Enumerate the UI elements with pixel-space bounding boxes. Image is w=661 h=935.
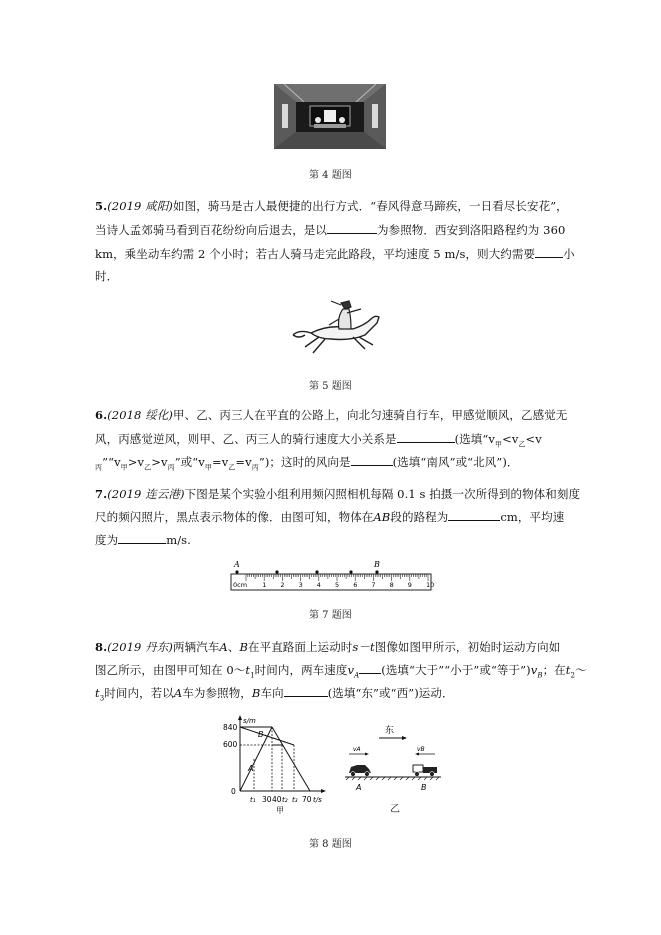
ruler-dot bbox=[375, 570, 378, 573]
q4-caption: 第 4 题图 bbox=[309, 170, 352, 181]
ruler-number: 6 bbox=[353, 581, 358, 589]
va-label: vA bbox=[353, 746, 361, 753]
y-tick-840: 840 bbox=[223, 723, 238, 732]
q8-source: (2019 丹东) bbox=[107, 640, 174, 654]
ruler-number: 2 bbox=[280, 581, 285, 589]
y-tick-600: 600 bbox=[223, 740, 238, 749]
q8-caption: 第 8 题图 bbox=[309, 839, 352, 850]
q5-source: (2019 咸阳) bbox=[107, 199, 174, 213]
q6-number: 6. bbox=[95, 408, 108, 422]
ruler-dot bbox=[315, 570, 318, 573]
q7-line-2: 尺的频闪照片，黑点表示物体的像．由图可知，物体在AB段的路程为 cm，平均速 bbox=[95, 510, 565, 524]
car-b-label: B bbox=[421, 783, 427, 792]
q5-blank-2[interactable] bbox=[535, 247, 563, 258]
x-tick: 40 bbox=[272, 795, 282, 804]
graph-sub-caption: 甲 bbox=[276, 806, 284, 815]
x-tick: 30 bbox=[262, 795, 272, 804]
line-a bbox=[240, 727, 272, 791]
q8-number: 8. bbox=[95, 640, 108, 654]
q5-line-4: 时． bbox=[95, 269, 119, 283]
ruler-unit: 0cm bbox=[233, 581, 248, 589]
label-b: B bbox=[258, 730, 264, 739]
x-tick: t₂ bbox=[282, 796, 288, 804]
x-tick: 70 bbox=[302, 795, 312, 804]
direction-label: 东 bbox=[385, 726, 395, 736]
q7-caption: 第 7 题图 bbox=[309, 610, 352, 621]
ruler-number: 5 bbox=[335, 581, 340, 589]
q8-blank-2[interactable] bbox=[284, 686, 328, 697]
y-tick-0: 0 bbox=[231, 787, 236, 796]
q5-line-3: km，乘坐动车约需 2 个小时；若古人骑马走完此路段，平均速度 5 m/s，则大约需要 小 bbox=[95, 247, 575, 261]
q5-blank-1[interactable] bbox=[327, 223, 377, 234]
q6-line-2: 风，丙感觉逆风，则甲、乙、丙三人的骑行速度大小关系是 (选填“$v_甲<v_乙<v$ bbox=[95, 432, 542, 449]
q4-photo bbox=[274, 84, 386, 149]
q5-caption: 第 5 题图 bbox=[309, 381, 352, 392]
ruler-number: 8 bbox=[389, 581, 394, 589]
ruler-number: 7 bbox=[371, 581, 376, 589]
car-a-label: A bbox=[356, 783, 362, 792]
q6-line-1: 6.(2018 绥化)甲、乙、丙三人在平直的公路上，向北匀速骑自行车，甲感觉顺风，乙感觉无 bbox=[95, 408, 568, 422]
ruler-dot bbox=[235, 570, 238, 573]
q5-line-1: 5.(2019 咸阳)如图，骑马是古人最便捷的出行方式．“春风得意马蹄疾，一日看尽长安花”， bbox=[95, 199, 568, 213]
ruler-dot bbox=[349, 570, 352, 573]
q8-scene-sub-caption: 乙 bbox=[390, 804, 400, 815]
ruler-number: 9 bbox=[407, 581, 412, 589]
q7-line-3: 度为 m/s. bbox=[95, 533, 191, 547]
ruler-number: 3 bbox=[298, 581, 303, 589]
ruler-label-a: A bbox=[234, 560, 240, 569]
ruler-number: 1 bbox=[262, 581, 267, 589]
q7-source: (2019 连云港) bbox=[107, 487, 185, 501]
ruler-number: 4 bbox=[316, 581, 321, 589]
q5-line-2: 当诗人孟郊骑马看到百花纷纷向后退去，是以 为参照物．西安到洛阳路程约为 360 bbox=[95, 223, 566, 237]
label-a: A bbox=[248, 764, 254, 773]
q8-blank-1[interactable] bbox=[359, 663, 381, 674]
q7-line-1: 7.(2019 连云港)下图是某个实验小组利用频闪照相机每隔 0.1 s 拍摄一次所得到的物体和刻度 bbox=[95, 487, 581, 501]
x-tick: t₁ bbox=[250, 796, 256, 804]
car-b-icon bbox=[413, 765, 437, 776]
q8-line-1: 8.(2019 丹东)两辆汽车A、B在平直路面上运动时s－t图像如图甲所示，初始时运动方向如 bbox=[95, 640, 561, 654]
car-a-icon bbox=[349, 765, 371, 776]
q5-number: 5. bbox=[95, 199, 108, 213]
q7-blank-1[interactable] bbox=[448, 510, 500, 521]
q7-number: 7. bbox=[95, 487, 108, 501]
x-axis-label: t/s bbox=[313, 796, 322, 804]
q7-blank-2[interactable] bbox=[118, 533, 166, 544]
q8-road-scene bbox=[343, 725, 443, 795]
x-tick: t₃ bbox=[292, 796, 298, 804]
q6-line-3: $_丙”“v_甲>v_乙>v_丙$”或“$v_甲=v_乙=v_丙$”)；这时的风向是 (选填“南风”或“北风”)． bbox=[95, 455, 519, 472]
q6-source: (2018 绥化) bbox=[107, 408, 174, 422]
q5-horse-rider-illustration bbox=[291, 295, 391, 357]
q8-line-2: 图乙所示，由图甲可知在 $0\sim t_1$时间内，两车速度$v_A$ (选填“大于”“小于”或“等于$”)v_B$；在$t_2\sim$ bbox=[95, 663, 587, 680]
q8-line-3: $t_3$时间内，若以A车为参照物，B车向 (选填“东”或“西”)运动． bbox=[95, 686, 454, 703]
q6-blank-2[interactable] bbox=[351, 455, 393, 466]
q8-st-graph bbox=[222, 715, 327, 817]
q7-ruler-figure bbox=[229, 560, 434, 592]
ruler-label-b: B bbox=[374, 560, 380, 569]
y-axis-label: s/m bbox=[243, 717, 256, 725]
ruler-dot bbox=[275, 570, 278, 573]
ruler-number: 10 bbox=[426, 581, 434, 589]
q6-blank-1[interactable] bbox=[397, 432, 455, 443]
vb-label: vB bbox=[417, 746, 425, 753]
line-b-desc bbox=[272, 727, 310, 791]
